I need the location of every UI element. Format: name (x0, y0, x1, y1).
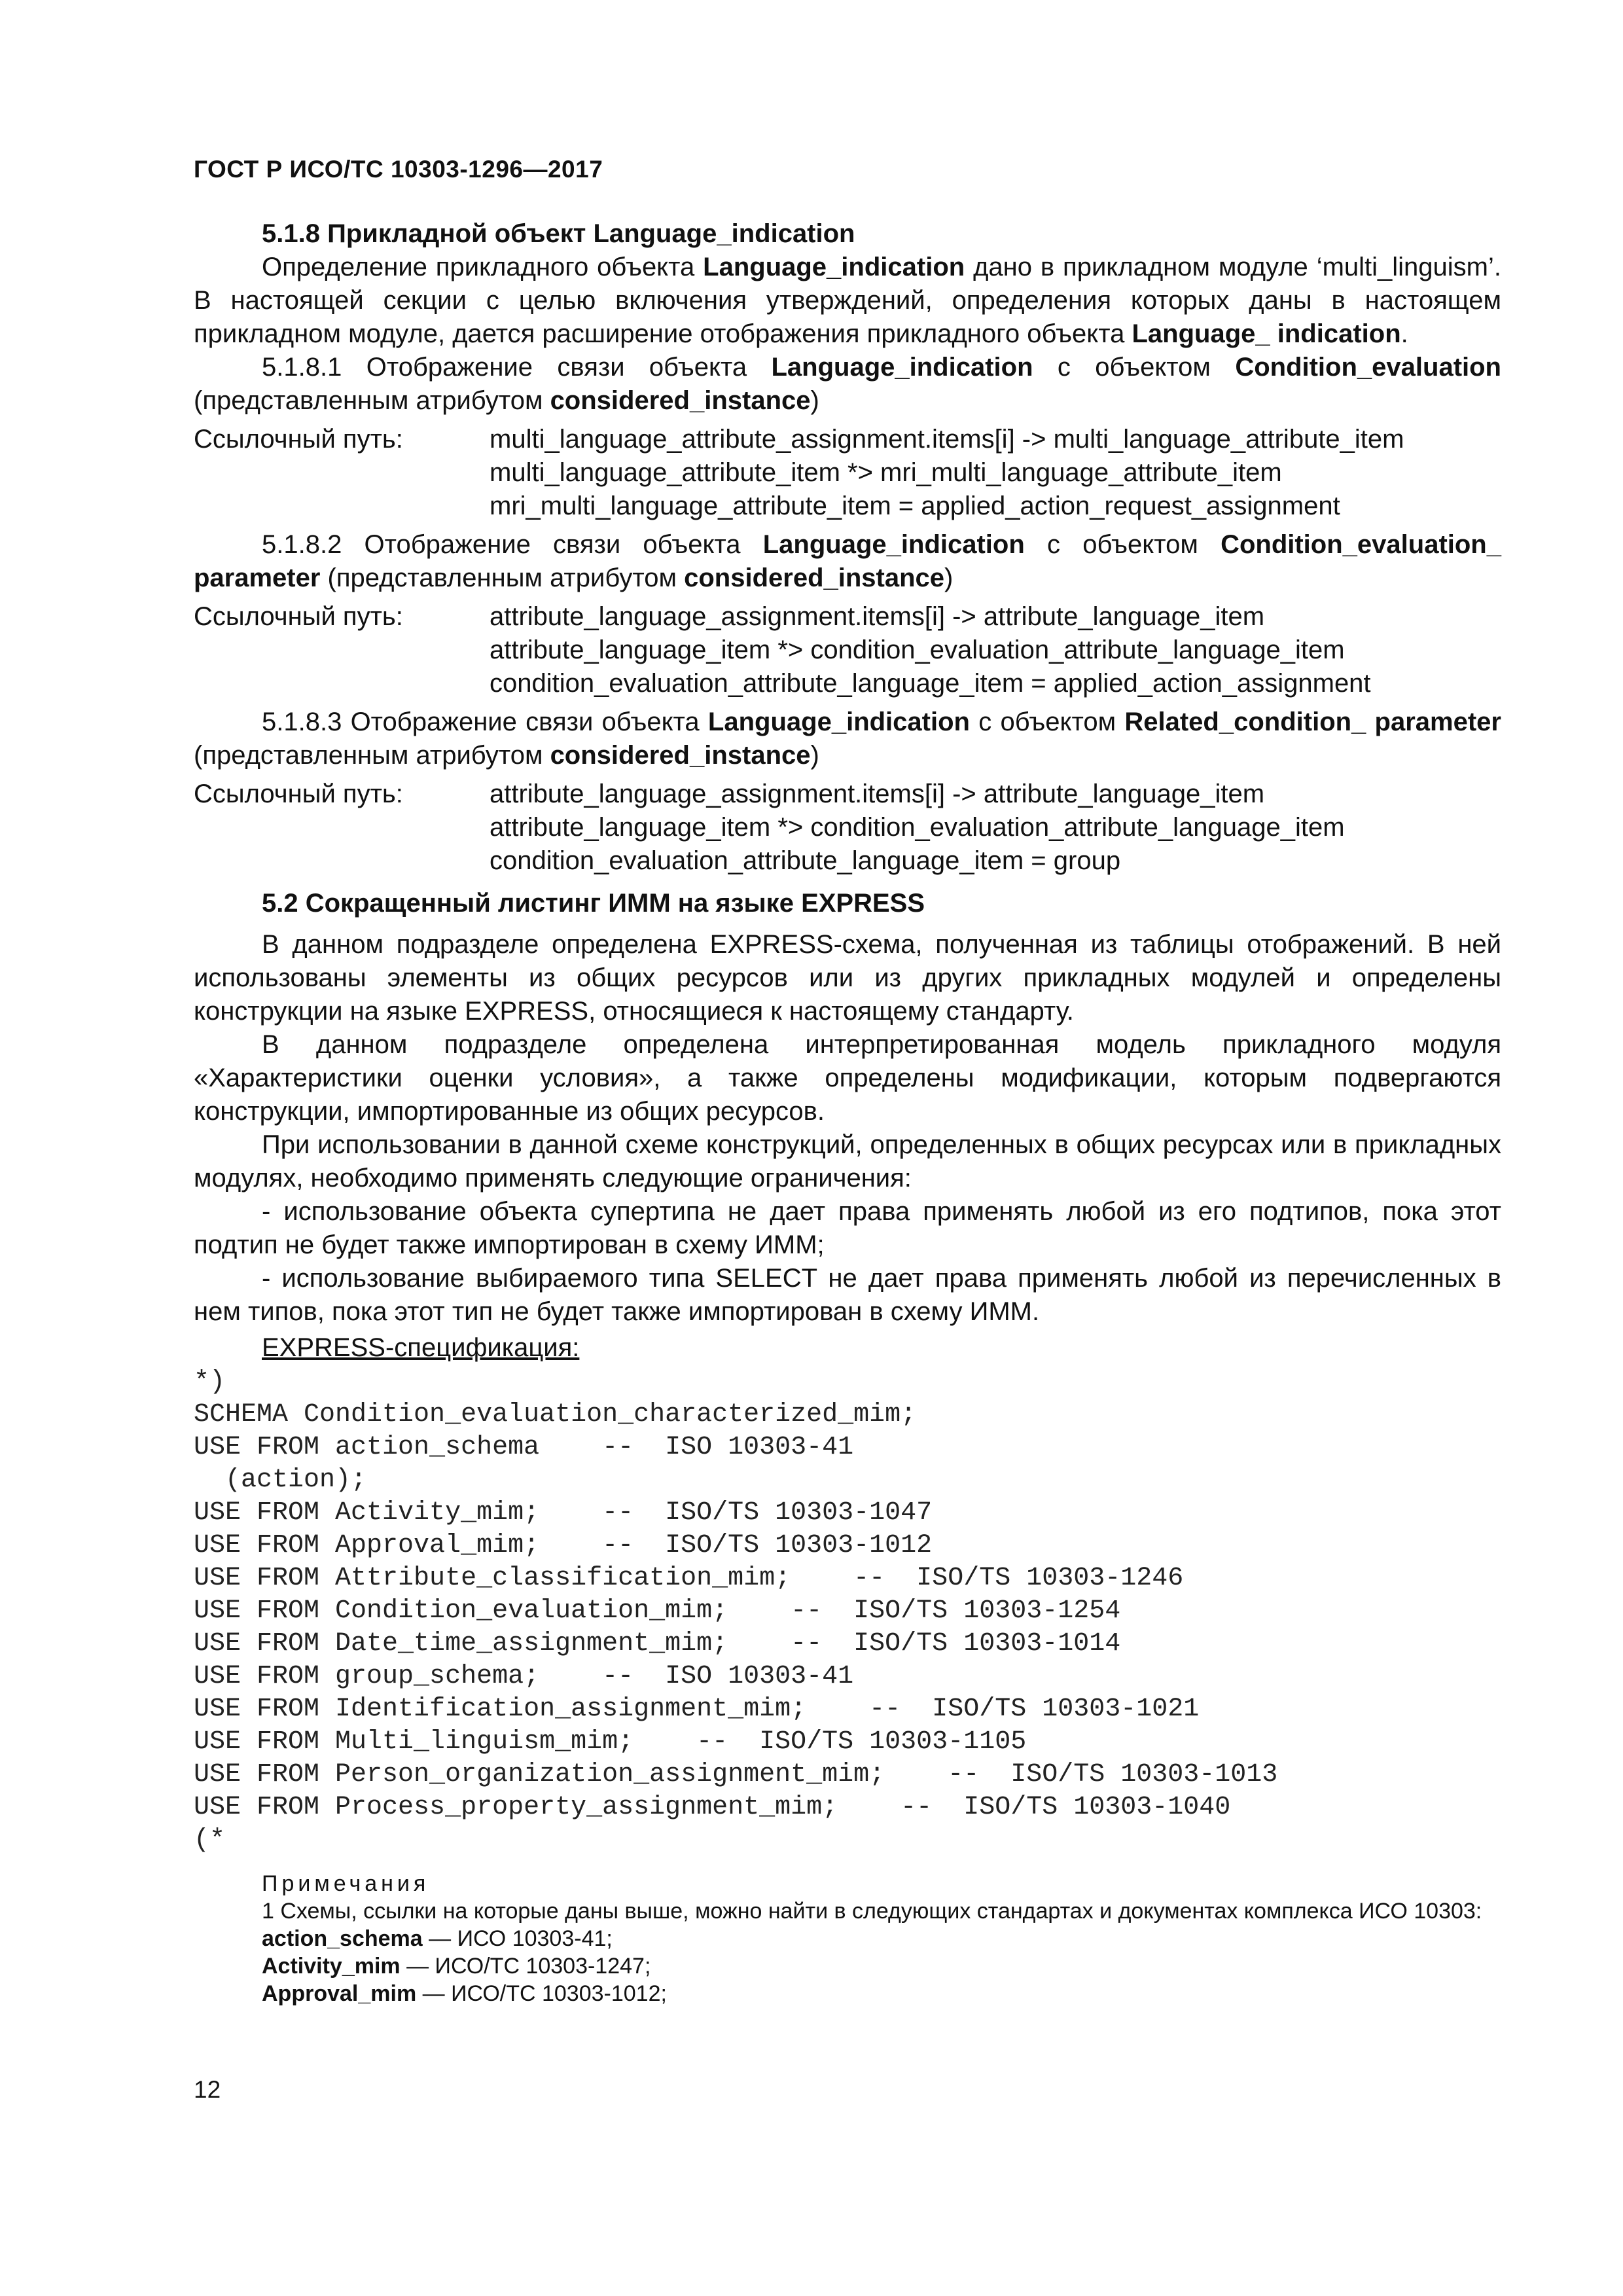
reference-path-label: Ссылочный путь: (194, 602, 403, 631)
notes-title: Примечания (262, 1871, 430, 1896)
reference-path-line: attribute_language_assignment.items[i] -> attribute_language_item (490, 780, 1265, 808)
reference-path-line: attribute_language_item *> condition_evaluation_attribute_language_item (490, 813, 1345, 842)
reference-path-line: mri_multi_language_attribute_item = applied_action_request_assignment (490, 492, 1340, 520)
subsection-5-1-8-2: 5.1.8.2 Отображение связи объекта Language_indication с объектом Condition_evaluation_ parameter (представленным атрибутом considered_instance) (194, 530, 1501, 592)
restriction-item-2: - использование выбираемого типа SELECT не дает права применять любой из перечисленных в нем типов, пока этот тип не будет также импортирован в схему ИММ. (194, 1264, 1501, 1326)
reference-path-label: Ссылочный путь: (194, 425, 403, 454)
reference-path-label: Ссылочный путь: (194, 780, 403, 808)
express-spec-label: EXPRESS-спецификация: (262, 1333, 580, 1362)
notes-block (194, 1870, 1501, 2007)
page-content (194, 217, 1501, 2007)
section-5-2-paragraph-2: В данном подразделе определена интерпретированная модель прикладного модуля «Характеристики оценки условия», а также определены модификации, которым подвергаются конструкции, импортированные из общих ресурсов. (194, 1030, 1501, 1126)
restriction-item-1: - использование объекта супертипа не дает права применять любой из его подтипов, пока этот подтип не будет также импортирован в схему ИММ; (194, 1197, 1501, 1259)
reference-path-line: condition_evaluation_attribute_language_item = applied_action_assignment (490, 669, 1371, 698)
section-5-1-8-heading: 5.1.8 Прикладной объект Language_indication (262, 219, 855, 248)
subsection-5-1-8-3: 5.1.8.3 Отображение связи объекта Language_indication с объектом Related_condition_ parameter (представленным атрибутом considered_instance) (194, 708, 1501, 770)
page-number: 12 (194, 2076, 221, 2103)
reference-path-line: attribute_language_item *> condition_evaluation_attribute_language_item (490, 636, 1345, 664)
document-header: ГОСТ Р ИСО/ТС 10303-1296—2017 (194, 156, 603, 183)
reference-path-3 (194, 778, 1501, 878)
note-schema-ref: Approval_mim — ИСО/ТС 10303-1012; (262, 1981, 667, 2006)
note-1: 1 Схемы, ссылки на которые даны выше, можно найти в следующих стандартах и документах комплекса ИСО 10303: (262, 1899, 1482, 1924)
express-code-listing: *) SCHEMA Condition_evaluation_characterized_mim; USE FROM action_schema -- ISO 10303-41 (action); USE FROM Activity_mim; -- ISO/TS 10303-1047 USE FROM Approval_mim; -- ISO/TS 10303-1012 USE FROM Attribute_classification_mim; -- ISO/TS 10303-1246 USE FROM Condition_evaluation_mim; -- ISO/TS 10303-1254 USE FROM Date_time_assignment_mim; -- ISO/TS 10303-1014 USE FROM group_schema; -- ISO 10303-41 USE FROM Identification_assignment_mim; -- ISO/TS 10303-1021 USE FROM Multi_linguism_mim; -- ISO/TS 10303-1105 USE FROM Person_organization_assignment_mim; -- ISO/TS 10303-1013 USE FROM Process_property_assignment_mim; -- ISO/TS 10303-1040 (* (194, 1367, 1278, 1855)
section-5-2-paragraph-1: В данном подразделе определена EXPRESS-схема, полученная из таблицы отображений. В ней использованы элементы из общих ресурсов или из других прикладных модулей и определены конструкции на языке EXPRESS, относящиеся к настоящему стандарту. (194, 930, 1501, 1026)
section-5-1-8-paragraph: Определение прикладного объекта Language_indication дано в прикладном модуле ‘multi_linguism’. В настоящей секции с целью включения утверждений, определения которых даны в настоящем прикладном модуле, дается расширение отображения прикладного объекта Language_ indication. (194, 253, 1501, 348)
section-5-2-paragraph-3: При использовании в данной схеме конструкций, определенных в общих ресурсах или в прикладных модулях, необходимо применять следующие ограничения: (194, 1130, 1501, 1193)
reference-path-1 (194, 423, 1501, 523)
section-5-2-heading: 5.2 Сокращенный листинг ИММ на языке EXPRESS (262, 889, 925, 918)
reference-path-line: attribute_language_assignment.items[i] -> attribute_language_item (490, 602, 1265, 631)
note-schema-ref: action_schema — ИСО 10303-41; (262, 1926, 613, 1951)
reference-path-line: multi_language_attribute_item *> mri_multi_language_attribute_item (490, 458, 1282, 487)
note-schema-ref: Activity_mim — ИСО/ТС 10303-1247; (262, 1954, 651, 1979)
reference-path-2 (194, 600, 1501, 700)
subsection-5-1-8-1: 5.1.8.1 Отображение связи объекта Language_indication с объектом Condition_evaluation (представленным атрибутом considered_instance) (194, 353, 1501, 415)
reference-path-line: multi_language_attribute_assignment.items[i] -> multi_language_attribute_item (490, 425, 1404, 454)
reference-path-line: condition_evaluation_attribute_language_item = group (490, 846, 1121, 875)
